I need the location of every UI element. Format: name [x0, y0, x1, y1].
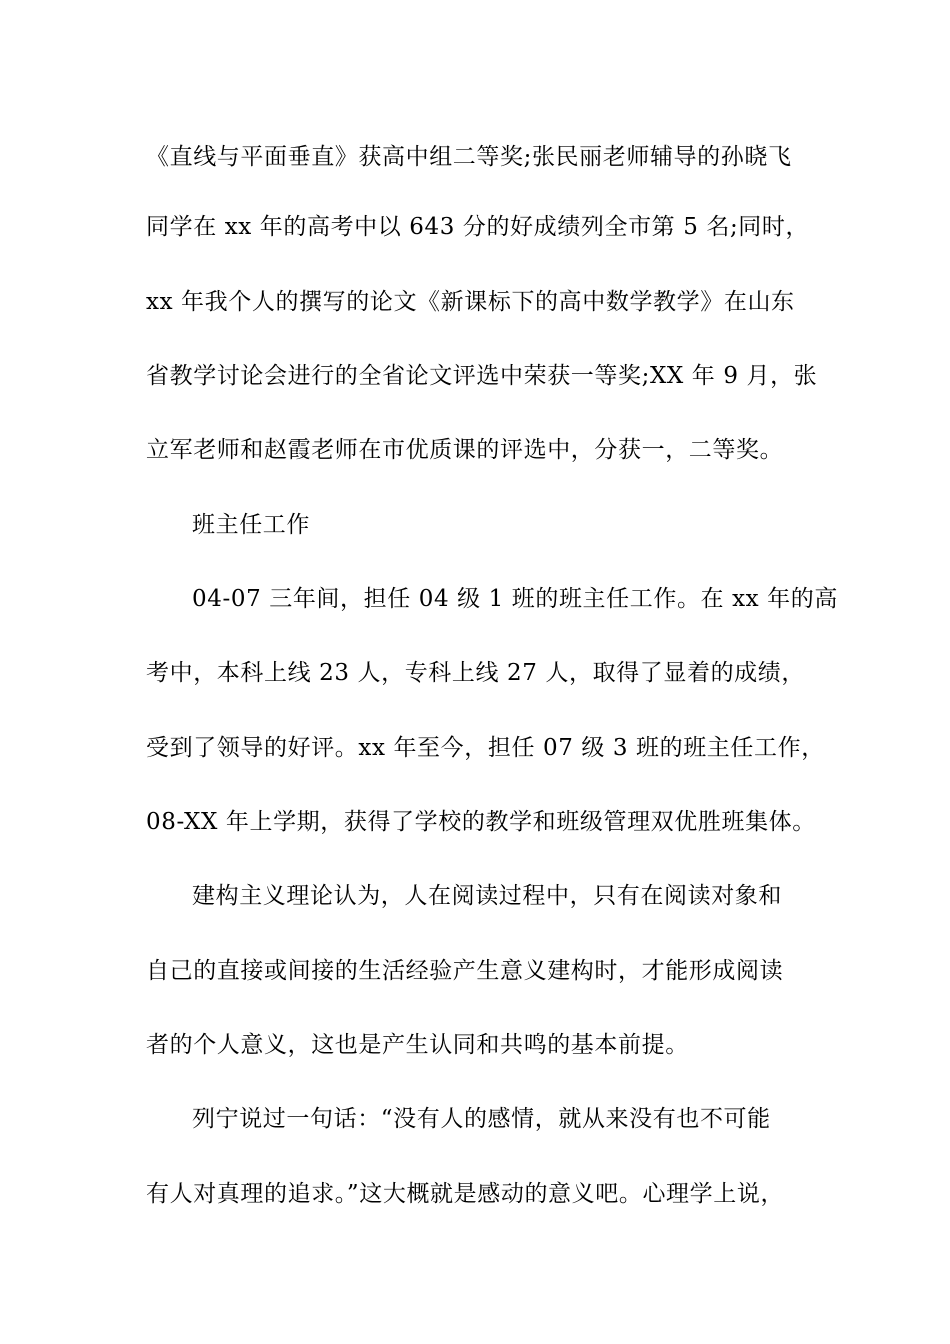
text-line: 有人对真理的追求。”这大概就是感动的意义吧。心理学上说， — [146, 1181, 785, 1207]
text-line: 者的个人意义，这也是产生认同和共鸣的基本前提。 — [146, 1032, 689, 1058]
text-line: 《直线与平面垂直》获高中组二等奖;张民丽老师辅导的孙晓飞 — [146, 144, 792, 170]
text-line: 考中，本科上线 23 人，专科上线 27 人，取得了显着的成绩， — [146, 660, 805, 686]
text-line: 列宁说过一句话：“没有人的感情，就从来没有也不可能 — [192, 1106, 771, 1132]
text-line: 自己的直接或间接的生活经验产生意义建构时，才能形成阅读 — [146, 958, 784, 984]
text-line: xx 年我个人的撰写的论文《新课标下的高中数学教学》在山东 — [146, 289, 795, 315]
section-heading: 班主任工作 — [192, 512, 310, 538]
text-line: 建构主义理论认为，人在阅读过程中，只有在阅读对象和 — [192, 883, 782, 909]
text-line: 受到了领导的好评。xx 年至今，担任 07 级 3 班的班主任工作， — [146, 735, 825, 761]
text-line: 同学在 xx 年的高考中以 643 分的好成绩列全市第 5 名;同时， — [146, 214, 810, 240]
text-line: 08-XX 年上学期，获得了学校的教学和班级管理双优胜班集体。 — [146, 809, 816, 835]
text-line: 立军老师和赵霞老师在市优质课的评选中，分获一，二等奖。 — [146, 437, 784, 463]
text-line: 04-07 三年间，担任 04 级 1 班的班主任工作。在 xx 年的高 — [192, 586, 838, 612]
text-line: 省教学讨论会进行的全省论文评选中荣获一等奖;XX 年 9 月，张 — [146, 363, 818, 389]
